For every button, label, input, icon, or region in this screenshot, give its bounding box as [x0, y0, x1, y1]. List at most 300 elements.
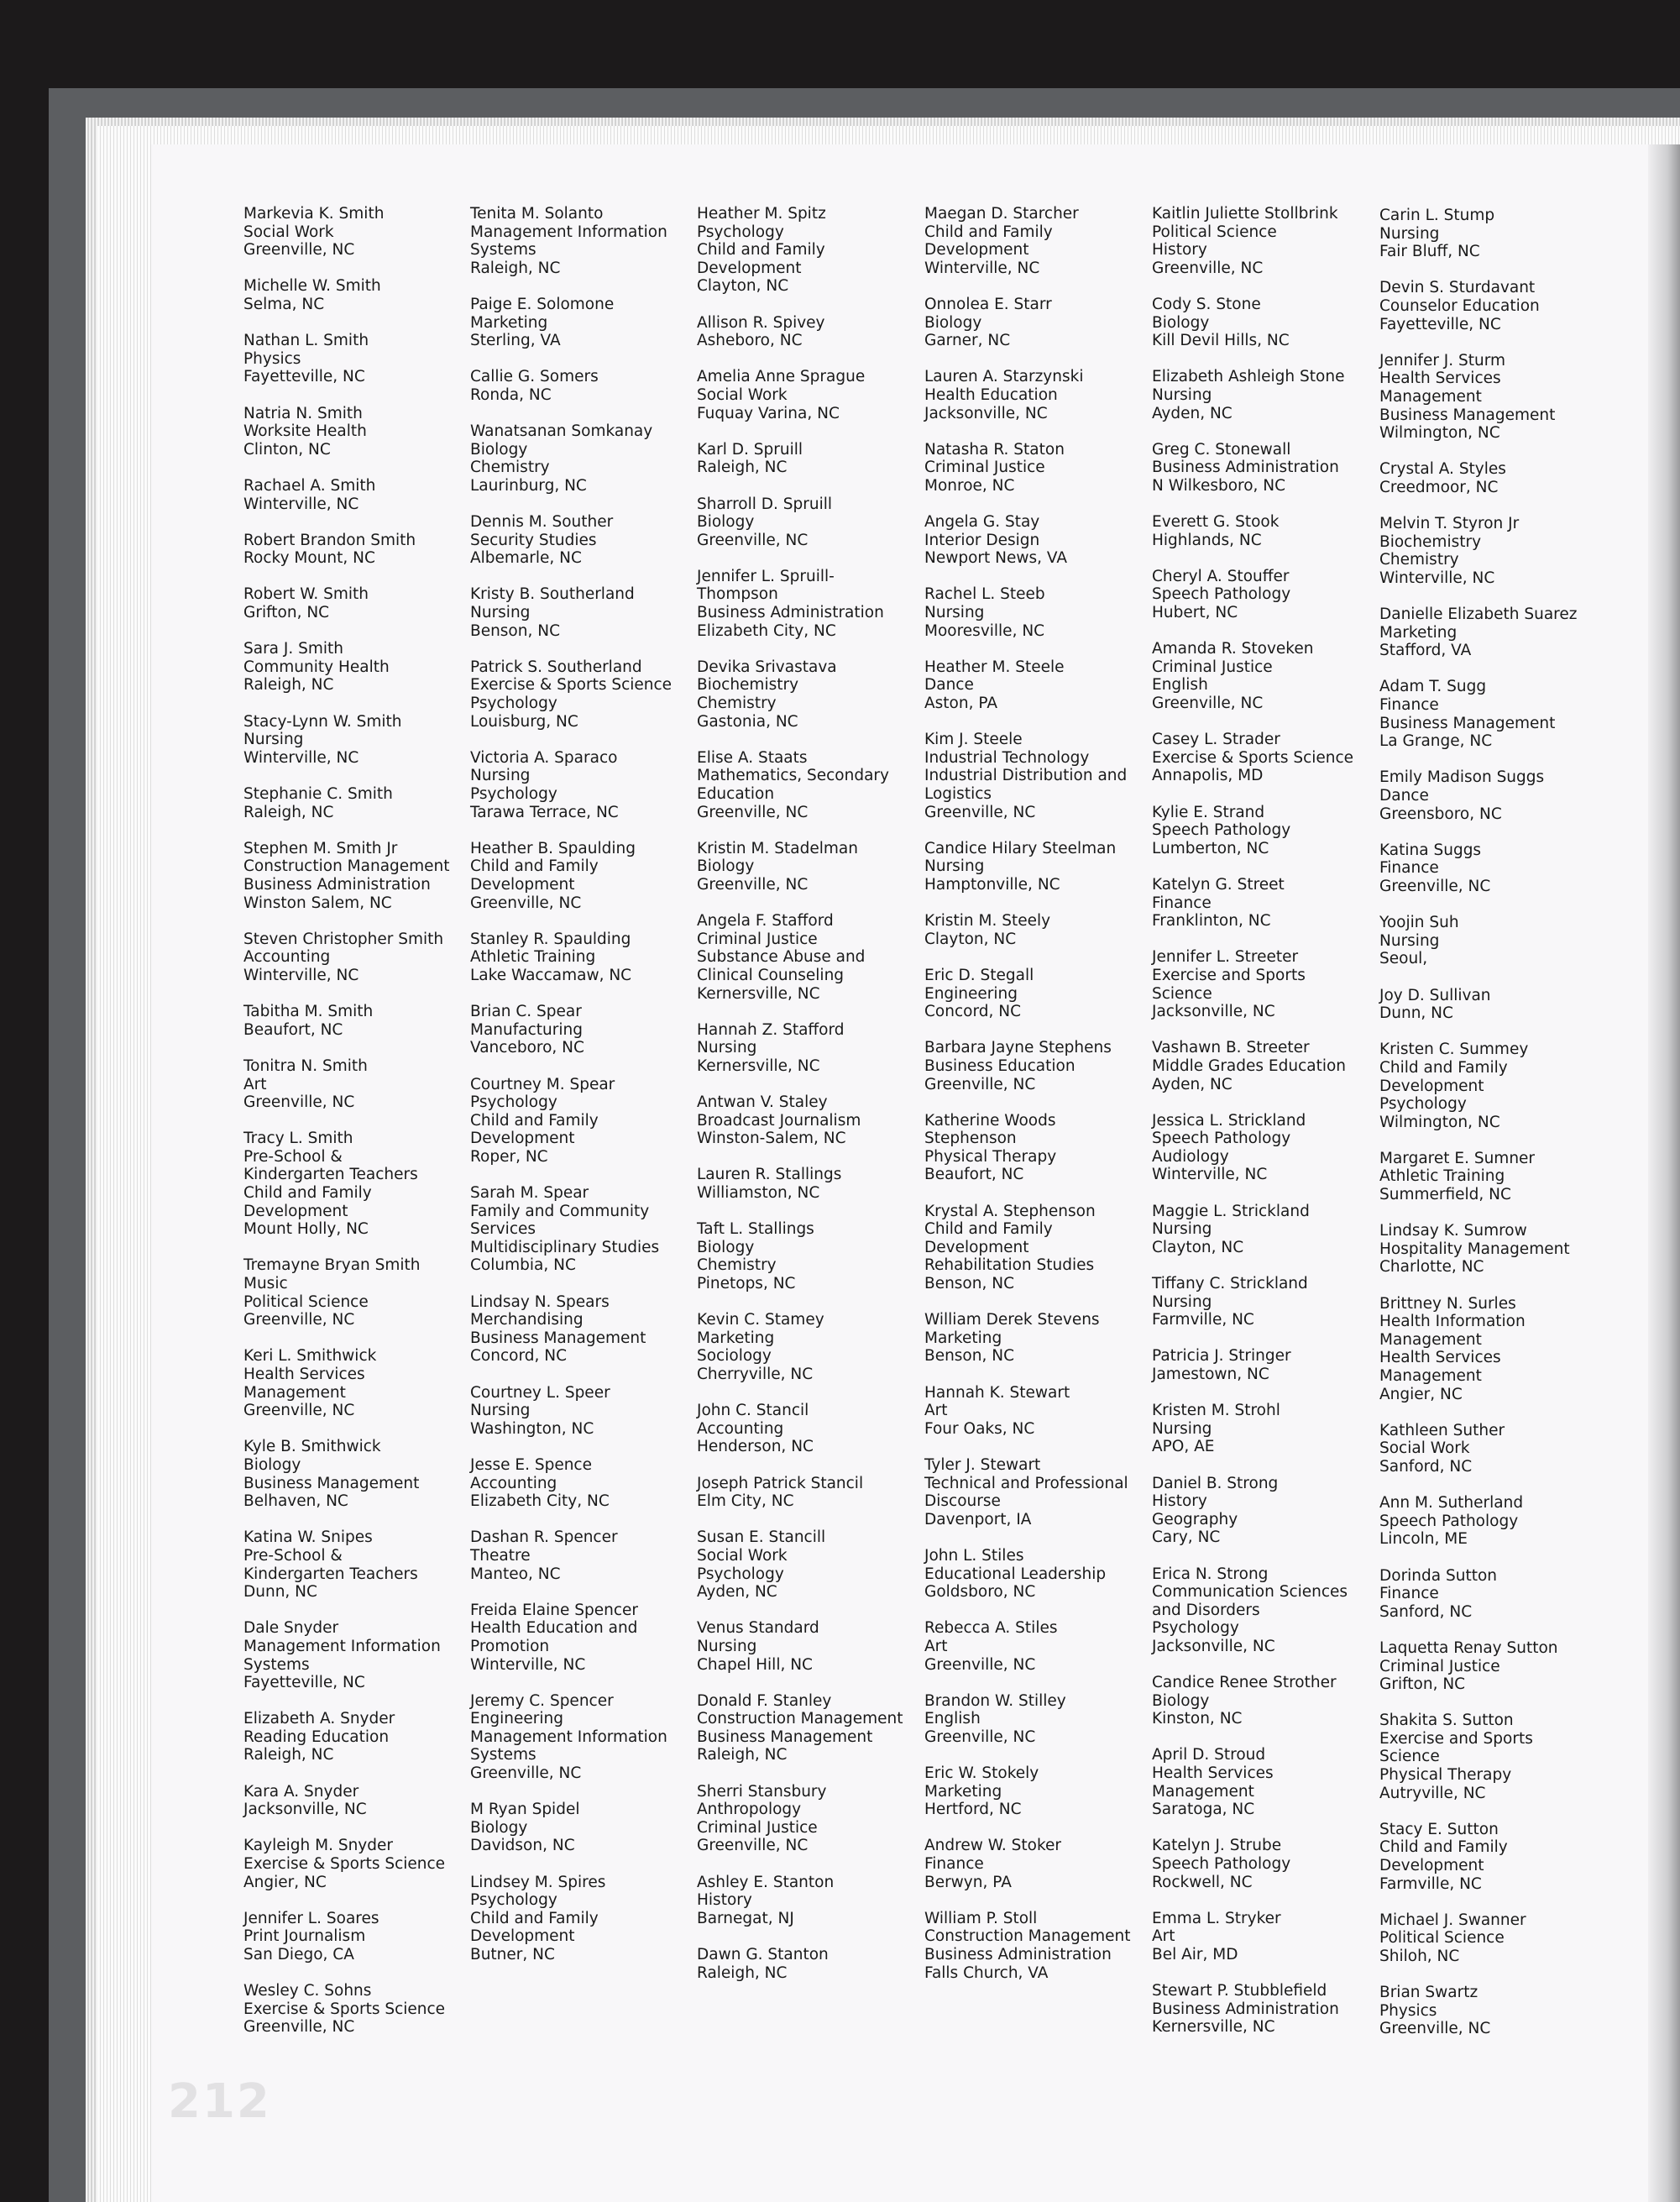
graduate-detail: Biology: [697, 513, 755, 532]
graduate-name: Cody S. Stone: [1152, 295, 1261, 313]
graduate-name: Jessica L. Strickland: [1152, 1111, 1306, 1130]
graduate-name: Krystal A. Stephenson: [924, 1202, 1096, 1220]
graduate-name: Taft L. Stallings: [697, 1220, 814, 1239]
graduate-detail: Finance: [1379, 859, 1439, 878]
graduate-detail: Development: [697, 259, 802, 277]
graduate-name: Lindsey M. Spires: [470, 1873, 606, 1891]
graduate-entry: [697, 1946, 915, 1982]
graduate-name: Candice Hilary Steelman: [924, 839, 1117, 857]
graduate-entry: [243, 840, 462, 912]
graduate-detail: Business Management: [470, 1329, 646, 1347]
graduate-detail: Barnegat, NJ: [697, 1909, 794, 1927]
graduate-name: Tracy L. Smith: [243, 1130, 353, 1148]
graduate-detail: Art: [924, 1637, 948, 1655]
graduate-entry: [243, 332, 462, 386]
graduate-detail: Physical Therapy: [1379, 1766, 1512, 1785]
graduate-detail: Health Education: [924, 385, 1058, 404]
graduate-detail: English: [924, 1710, 981, 1728]
graduate-detail: Greenville, NC: [697, 875, 809, 894]
graduate-detail: Business Administration: [1152, 459, 1339, 477]
graduate-detail: Management: [1379, 1330, 1482, 1349]
graduate-detail: Charlotte, NC: [1379, 1258, 1484, 1277]
graduate-entry: [243, 1003, 462, 1039]
graduate-entry: [243, 405, 462, 459]
graduate-detail: Exercise & Sports Science: [243, 1855, 446, 1874]
graduate-name: Kylie E. Strand: [1152, 803, 1265, 821]
name-column-3: [697, 205, 915, 2000]
graduate-detail: Interior Design: [924, 531, 1040, 549]
graduate-detail: Kernersville, NC: [697, 984, 820, 1003]
graduate-name: Robert Brandon Smith: [243, 531, 416, 549]
graduate-detail: Community Health: [243, 658, 390, 676]
graduate-detail: Business Management: [697, 1728, 873, 1746]
graduate-detail: Elm City, NC: [697, 1492, 794, 1511]
graduate-detail: Wilmington, NC: [1379, 424, 1500, 443]
graduate-name: Andrew W. Stoker: [924, 1837, 1062, 1855]
graduate-detail: Chemistry: [470, 459, 550, 477]
graduate-detail: Exercise and Sports: [1379, 1729, 1533, 1748]
graduate-detail: Nursing: [1152, 1220, 1212, 1239]
graduate-entry: [697, 1021, 915, 1076]
graduate-name: Heather M. Steele: [924, 658, 1065, 676]
graduate-entry: [243, 1256, 462, 1329]
graduate-entry: [1379, 515, 1598, 587]
graduate-detail: Greenville, NC: [243, 1093, 355, 1112]
graduate-detail: Exercise & Sports Science: [243, 2000, 446, 2018]
graduate-name: Karl D. Spruill: [697, 440, 803, 459]
graduate-name: Shakita S. Sutton: [1379, 1712, 1514, 1730]
graduate-detail: Social Work: [697, 385, 788, 404]
graduate-detail: Raleigh, NC: [243, 676, 334, 695]
graduate-entry: [1379, 1150, 1598, 1204]
graduate-detail: Winterville, NC: [1152, 1166, 1268, 1184]
graduate-entry: [924, 1910, 1143, 1982]
graduate-entry: [1152, 1982, 1370, 2037]
graduate-detail: Business Administration: [1152, 2000, 1339, 2018]
graduate-name: Kayleigh M. Snyder: [243, 1837, 393, 1855]
graduate-detail: Winston-Salem, NC: [697, 1130, 846, 1148]
graduate-detail: Aston, PA: [924, 695, 997, 713]
graduate-entry: [243, 477, 462, 513]
graduate-detail: Cary, NC: [1152, 1528, 1221, 1547]
graduate-detail: Shiloh, NC: [1379, 1948, 1460, 1965]
graduate-entry: [697, 840, 915, 894]
graduate-detail: Marketing: [924, 1329, 1002, 1347]
graduate-detail: Psychology: [470, 1891, 557, 1910]
graduate-entry: [697, 314, 915, 350]
graduate-detail: Biology: [470, 440, 528, 459]
graduate-name: Emma L. Stryker: [1152, 1909, 1281, 1927]
graduate-detail: Asheboro, NC: [697, 332, 803, 350]
graduate-detail: Promotion: [470, 1637, 550, 1655]
graduate-detail: Newport News, VA: [924, 549, 1068, 568]
graduate-detail: Greenville, NC: [470, 894, 582, 912]
graduate-name: Dale Snyder: [243, 1619, 339, 1638]
graduate-name: Kristin M. Stadelman: [697, 839, 858, 857]
graduate-detail: Lake Waccamaw, NC: [470, 966, 632, 984]
graduate-detail: Business Management: [243, 1474, 420, 1492]
graduate-entry: [1152, 1746, 1370, 1818]
graduate-entry: [470, 1293, 688, 1366]
graduate-entry: [1379, 987, 1598, 1023]
graduate-detail: Summerfield, NC: [1379, 1186, 1511, 1204]
graduate-entry: [470, 205, 688, 277]
graduate-name: Carin L. Stump: [1379, 207, 1495, 224]
graduate-detail: Pinetops, NC: [697, 1275, 796, 1293]
graduate-detail: Rehabilitation Studies: [924, 1256, 1095, 1275]
graduate-detail: Psychology: [697, 1565, 784, 1583]
graduate-name: Angela F. Stafford: [697, 912, 834, 931]
graduate-detail: Raleigh, NC: [243, 803, 334, 821]
graduate-entry: [924, 1692, 1143, 1747]
graduate-detail: Physics: [243, 349, 301, 368]
graduate-detail: Biology: [924, 313, 982, 332]
graduate-detail: Davidson, NC: [470, 1837, 575, 1855]
graduate-detail: Nursing: [697, 1039, 757, 1057]
graduate-detail: Roper, NC: [470, 1147, 548, 1166]
graduate-entry: [470, 1003, 688, 1057]
graduate-detail: Raleigh, NC: [470, 259, 561, 277]
graduate-entry: [924, 840, 1143, 894]
graduate-detail: Laurinburg, NC: [470, 476, 587, 495]
graduate-detail: Winterville, NC: [924, 259, 1040, 277]
graduate-detail: Physical Therapy: [924, 1147, 1057, 1166]
graduate-detail: Greenville, NC: [924, 1655, 1036, 1674]
graduate-name: Joseph Patrick Stancil: [697, 1474, 864, 1492]
graduate-detail: and Disorders: [1152, 1601, 1260, 1619]
graduate-entry: [243, 931, 462, 985]
graduate-detail: Psychology: [1152, 1619, 1239, 1638]
name-column-6: [1379, 207, 1598, 2057]
graduate-detail: Health Services: [1379, 370, 1501, 388]
graduate-entry: [1152, 1402, 1370, 1456]
graduate-detail: Fayetteville, NC: [1379, 315, 1501, 333]
graduate-name: Sherri Stansbury: [697, 1782, 827, 1801]
graduate-detail: Theatre: [470, 1546, 531, 1565]
graduate-detail: Marketing: [1379, 623, 1458, 642]
graduate-detail: Elizabeth City, NC: [697, 621, 836, 640]
graduate-name: Jesse E. Spence: [470, 1455, 592, 1474]
graduate-name: Margaret E. Sumner: [1379, 1149, 1536, 1167]
graduate-name: Crystal A. Styles: [1379, 460, 1506, 479]
graduate-name: M Ryan Spidel: [470, 1801, 580, 1819]
graduate-name: Laquetta Renay Sutton: [1379, 1638, 1558, 1657]
graduate-detail: Development: [470, 875, 575, 894]
graduate-name: John L. Stiles: [924, 1546, 1024, 1565]
graduate-entry: [924, 1837, 1143, 1891]
graduate-detail: Construction Management: [243, 857, 450, 876]
graduate-detail: Winterville, NC: [243, 495, 359, 513]
graduate-entry: [697, 658, 915, 731]
graduate-entry: [1379, 1821, 1598, 1893]
graduate-entry: [470, 422, 688, 495]
graduate-entry: [697, 1692, 915, 1764]
graduate-entry: [470, 1801, 688, 1855]
graduate-entry: [924, 1112, 1143, 1184]
graduate-detail: Multidisciplinary Studies: [470, 1238, 660, 1256]
graduate-name: Joy D. Sullivan: [1379, 986, 1491, 1004]
graduate-name: Daniel B. Strong: [1152, 1474, 1279, 1492]
graduate-detail: Raleigh, NC: [243, 1746, 334, 1764]
graduate-detail: Belhaven, NC: [243, 1492, 348, 1511]
graduate-name: Sarah M. Spear: [470, 1184, 589, 1203]
graduate-detail: San Diego, CA: [243, 1946, 354, 1963]
graduate-name: Venus Standard: [697, 1619, 819, 1638]
graduate-detail: Seoul,: [1379, 950, 1428, 968]
graduate-detail: Construction Management: [924, 1927, 1131, 1946]
graduate-detail: Fayetteville, NC: [243, 1674, 365, 1692]
graduate-detail: Political Science: [1152, 223, 1277, 241]
graduate-detail: Merchandising: [470, 1311, 584, 1329]
graduate-name: Kara A. Snyder: [243, 1782, 359, 1801]
graduate-name: Rachael A. Smith: [243, 476, 376, 495]
graduate-entry: [1152, 441, 1370, 495]
graduate-entry: [1152, 804, 1370, 858]
graduate-name: Katherine Woods: [924, 1111, 1056, 1130]
graduate-entry: [697, 568, 915, 640]
graduate-name: Vashawn B. Streeter: [1152, 1039, 1310, 1057]
graduate-name: Devin S. Sturdavant: [1379, 279, 1536, 297]
graduate-detail: Chemistry: [697, 1256, 777, 1275]
graduate-detail: Pre-School &: [243, 1546, 343, 1565]
graduate-entry: [924, 1039, 1143, 1093]
graduate-detail: Development: [1379, 1077, 1484, 1095]
graduate-entry: [243, 1710, 462, 1764]
graduate-name: Elizabeth Ashleigh Stone: [1152, 368, 1345, 386]
graduate-detail: Thompson: [697, 585, 778, 604]
graduate-detail: Winterville, NC: [470, 1655, 586, 1674]
graduate-detail: Business Management: [1379, 714, 1556, 732]
graduate-detail: Manufacturing: [470, 1020, 583, 1039]
graduate-detail: Psychology: [470, 695, 557, 713]
graduate-name: Cheryl A. Stouffer: [1152, 567, 1290, 585]
graduate-name: Elizabeth A. Snyder: [243, 1710, 395, 1728]
graduate-detail: Greenville, NC: [924, 1728, 1036, 1746]
graduate-detail: Speech Pathology: [1152, 1855, 1291, 1874]
page-number: 212: [168, 2074, 271, 2129]
graduate-detail: Biology: [697, 1238, 755, 1256]
graduate-detail: Anthropology: [697, 1801, 802, 1819]
graduate-entry: [697, 495, 915, 550]
graduate-detail: Greenville, NC: [1379, 2020, 1491, 2038]
graduate-name: Stephanie C. Smith: [243, 785, 393, 803]
graduate-detail: Systems: [470, 1746, 536, 1764]
graduate-detail: Audiology: [1152, 1147, 1229, 1166]
graduate-detail: Kinston, NC: [1152, 1710, 1243, 1728]
graduate-entry: [924, 585, 1143, 640]
graduate-entry: [470, 1528, 688, 1583]
graduate-detail: Highlands, NC: [1152, 531, 1262, 549]
graduate-name: Dashan R. Spencer: [470, 1528, 618, 1547]
graduate-entry: [470, 513, 688, 568]
graduate-detail: Child and Family: [470, 1111, 599, 1130]
graduate-detail: Lumberton, NC: [1152, 839, 1269, 857]
graduate-entry: [1152, 1475, 1370, 1547]
graduate-name: Kyle B. Smithwick: [243, 1438, 381, 1456]
graduate-detail: Engineering: [924, 984, 1018, 1003]
graduate-detail: Washington, NC: [470, 1419, 594, 1438]
graduate-name: Melvin T. Styron Jr: [1379, 515, 1520, 533]
graduate-entry: [470, 585, 688, 640]
graduate-detail: Criminal Justice: [1379, 1657, 1500, 1675]
graduate-detail: Criminal Justice: [697, 930, 818, 948]
graduate-entry: [1379, 460, 1598, 496]
graduate-detail: Psychology: [470, 1093, 557, 1112]
graduate-entry: [1152, 731, 1370, 785]
graduate-detail: Marketing: [697, 1329, 775, 1347]
graduate-detail: Chemistry: [1379, 551, 1459, 569]
graduate-detail: Concord, NC: [470, 1347, 567, 1366]
graduate-detail: Finance: [1379, 696, 1439, 715]
graduate-detail: Bel Air, MD: [1152, 1946, 1238, 1963]
graduate-entry: [1152, 568, 1370, 622]
graduate-name: Tremayne Bryan Smith: [243, 1256, 421, 1275]
graduate-name: Casey L. Strader: [1152, 731, 1280, 749]
graduate-detail: Benson, NC: [924, 1275, 1014, 1293]
graduate-detail: Clayton, NC: [1152, 1238, 1244, 1256]
graduate-entry: [470, 749, 688, 821]
graduate-detail: Rockwell, NC: [1152, 1873, 1253, 1891]
graduate-name: Dorinda Sutton: [1379, 1566, 1498, 1585]
graduate-name: Ashley E. Stanton: [697, 1873, 835, 1891]
graduate-detail: Speech Pathology: [1379, 1512, 1519, 1530]
graduate-detail: Creedmoor, NC: [1379, 478, 1499, 496]
graduate-detail: Education: [697, 785, 775, 803]
graduate-detail: Finance: [924, 1855, 984, 1874]
graduate-detail: Management Information: [470, 1728, 667, 1746]
graduate-detail: Child and Family: [470, 1909, 599, 1927]
graduate-name: Dawn G. Stanton: [697, 1946, 829, 1963]
graduate-entry: [243, 585, 462, 621]
graduate-entry: [697, 1402, 915, 1456]
graduate-detail: Psychology: [1379, 1095, 1467, 1114]
graduate-name: Tabitha M. Smith: [243, 1003, 374, 1021]
page-gutter: [1648, 144, 1680, 2202]
graduate-detail: Pre-School &: [243, 1147, 343, 1166]
graduate-name: Courtney M. Spear: [470, 1075, 615, 1093]
graduate-detail: Greenville, NC: [924, 803, 1036, 821]
graduate-detail: Speech Pathology: [1152, 821, 1291, 840]
graduate-name: Hannah K. Stewart: [924, 1383, 1070, 1402]
graduate-detail: Biochemistry: [1379, 532, 1482, 551]
graduate-entry: [1379, 1222, 1598, 1277]
graduate-detail: Saratoga, NC: [1152, 1801, 1255, 1819]
graduate-entry: [243, 1982, 462, 2037]
graduate-detail: Berwyn, PA: [924, 1873, 1012, 1891]
graduate-detail: Greenville, NC: [924, 1075, 1036, 1093]
graduate-detail: Nursing: [1152, 1292, 1212, 1311]
graduate-detail: Science: [1379, 1748, 1440, 1766]
graduate-name: Tonitra N. Smith: [243, 1056, 368, 1075]
graduate-name: Freida Elaine Spencer: [470, 1601, 639, 1619]
graduate-detail: Accounting: [470, 1474, 557, 1492]
graduate-detail: Geography: [1152, 1510, 1238, 1528]
graduate-name: Stewart P. Stubblefield: [1152, 1982, 1327, 2000]
graduate-detail: Exercise & Sports Science: [1152, 748, 1354, 767]
graduate-name: Antwan V. Staley: [697, 1093, 828, 1112]
graduate-entry: [697, 368, 915, 422]
graduate-name: Amanda R. Stoveken: [1152, 640, 1314, 658]
graduate-detail: Greenville, NC: [697, 803, 809, 821]
graduate-detail: Security Studies: [470, 531, 597, 549]
graduate-detail: Hamptonville, NC: [924, 875, 1060, 894]
graduate-name: John C. Stancil: [697, 1402, 809, 1420]
graduate-name: Yoojin Suh: [1379, 914, 1459, 932]
graduate-detail: Hubert, NC: [1152, 604, 1238, 622]
graduate-name: Markevia K. Smith: [243, 205, 385, 223]
graduate-detail: Management Information: [470, 223, 667, 241]
graduate-detail: Health Information: [1379, 1313, 1526, 1331]
graduate-detail: Dunn, NC: [243, 1583, 317, 1602]
graduate-detail: Discourse: [924, 1492, 1001, 1511]
graduate-detail: Engineering: [470, 1710, 563, 1728]
graduate-detail: Wilmington, NC: [1379, 1113, 1500, 1131]
graduate-detail: Athletic Training: [1379, 1167, 1505, 1186]
graduate-name: Stacy-Lynn W. Smith: [243, 712, 402, 731]
graduate-detail: Biology: [697, 857, 755, 876]
graduate-detail: Dance: [924, 676, 974, 695]
graduate-detail: Greenville, NC: [697, 531, 809, 549]
graduate-entry: [1152, 1910, 1370, 1964]
graduate-detail: Beaufort, NC: [243, 1020, 343, 1039]
graduate-name: Natasha R. Staton: [924, 440, 1065, 459]
graduate-name: Jennifer J. Sturm: [1379, 351, 1506, 370]
graduate-detail: N Wilkesboro, NC: [1152, 476, 1286, 495]
graduate-detail: Franklinton, NC: [1152, 912, 1271, 931]
graduate-detail: Reading Education: [243, 1728, 390, 1746]
graduate-entry: [924, 1311, 1143, 1366]
graduate-detail: Athletic Training: [470, 948, 596, 967]
graduate-detail: Social Work: [243, 223, 334, 241]
graduate-detail: Management Information: [243, 1637, 441, 1655]
graduate-detail: Clinical Counseling: [697, 966, 845, 984]
graduate-detail: Nursing: [697, 1637, 757, 1655]
graduate-name: Maegan D. Starcher: [924, 205, 1079, 223]
graduate-name: Donald F. Stanley: [697, 1691, 832, 1710]
graduate-entry: [1379, 1639, 1598, 1694]
graduate-detail: Jacksonville, NC: [1152, 1003, 1275, 1021]
graduate-detail: Winterville, NC: [1379, 569, 1495, 587]
graduate-detail: Child and Family: [924, 1220, 1053, 1239]
graduate-entry: [243, 785, 462, 821]
graduate-entry: [924, 912, 1143, 948]
graduate-detail: Jacksonville, NC: [243, 1801, 367, 1819]
graduate-detail: Substance Abuse and: [697, 948, 866, 967]
graduate-detail: Counselor Education: [1379, 296, 1540, 315]
graduate-entry: [1379, 279, 1598, 333]
graduate-detail: Grifton, NC: [243, 604, 330, 622]
graduate-name: Jennifer L. Spruill-: [697, 567, 835, 585]
graduate-entry: [697, 1093, 915, 1148]
graduate-entry: [697, 441, 915, 477]
graduate-detail: Selma, NC: [243, 295, 325, 313]
graduate-detail: Development: [924, 241, 1029, 260]
graduate-entry: [243, 277, 462, 313]
graduate-detail: Finance: [1152, 894, 1212, 912]
graduate-name: Katelyn J. Strube: [1152, 1837, 1282, 1855]
graduate-detail: Rocky Mount, NC: [243, 549, 375, 568]
graduate-detail: Nursing: [1379, 224, 1440, 243]
graduate-name: Michael J. Swanner: [1379, 1911, 1526, 1929]
graduate-detail: Business Management: [1379, 406, 1556, 424]
graduate-detail: Science: [1152, 984, 1212, 1003]
graduate-detail: Management: [1379, 1367, 1482, 1385]
graduate-detail: Management: [1152, 1782, 1254, 1801]
graduate-entry: [697, 1783, 915, 1855]
graduate-detail: Angier, NC: [243, 1873, 327, 1891]
graduate-detail: Communication Sciences: [1152, 1583, 1348, 1602]
graduate-detail: Elizabeth City, NC: [470, 1492, 610, 1511]
